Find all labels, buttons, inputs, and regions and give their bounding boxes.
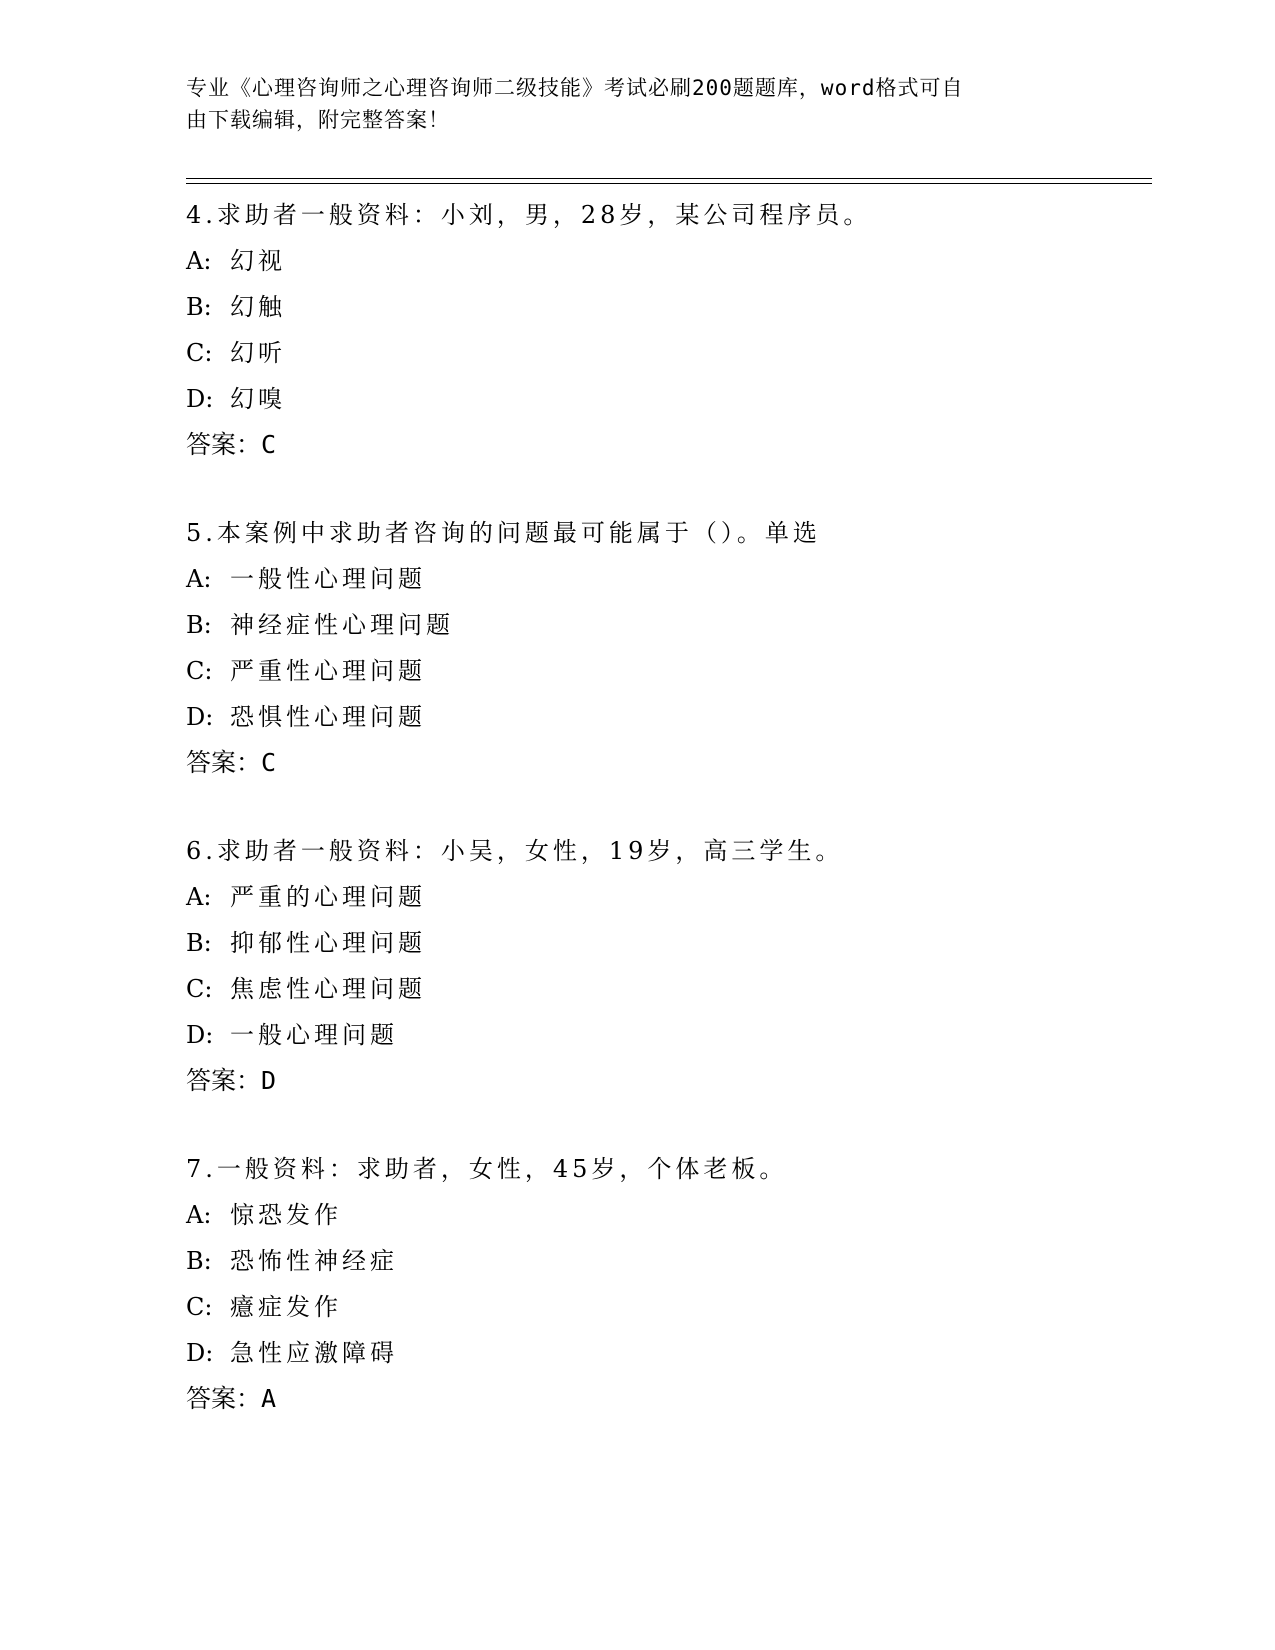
question-item [186,510,1146,786]
option-text: 幻嗅 [230,385,286,413]
option-key: A: [186,883,212,911]
answer-line: 答案：C [186,748,277,777]
option-text: 神经症性心理问题 [230,611,454,639]
option-key: D: [186,385,214,413]
question-list [186,192,1146,1464]
option-key: C: [186,975,213,1003]
option-key: C: [186,657,213,685]
option-a [186,556,1146,602]
option-text: 严重的心理问题 [230,883,426,911]
option-text: 急性应激障碍 [230,1339,398,1367]
header-line-2: 由下载编辑，附完整答案！ [186,108,450,132]
option-key: C: [186,1293,213,1321]
header-line-1: 专业《心理咨询师之心理咨询师二级技能》考试必刷200题题库，word格式可自 [186,76,964,100]
option-key: A: [186,247,212,275]
question-stem: 5.本案例中求助者咨询的问题最可能属于（）。单选 [186,519,821,547]
option-text: 恐怖性神经症 [230,1247,398,1275]
option-text: 一般性心理问题 [230,565,426,593]
answer-line: 答案：A [186,1384,277,1413]
option-text: 幻视 [230,247,286,275]
option-b [186,602,1146,648]
option-text: 幻听 [230,339,286,367]
option-text: 幻触 [230,293,286,321]
question-stem: 7.一般资料：求助者，女性，45岁，个体老板。 [186,1155,788,1183]
header-divider-bottom [186,183,1152,184]
option-text: 抑郁性心理问题 [230,929,426,957]
option-d [186,376,1146,422]
header-divider-top [186,178,1152,179]
option-key: D: [186,703,214,731]
option-text: 严重性心理问题 [230,657,426,685]
option-text: 一般心理问题 [230,1021,398,1049]
option-text: 癔症发作 [230,1293,342,1321]
question-item [186,192,1146,468]
option-key: D: [186,1339,214,1367]
option-key: B: [186,1247,212,1275]
option-key: D: [186,1021,214,1049]
question-item [186,1146,1146,1422]
answer-line: 答案：C [186,430,277,459]
answer-line: 答案：D [186,1066,277,1095]
option-d [186,1012,1146,1058]
option-key: B: [186,929,212,957]
option-a [186,1192,1146,1238]
option-b [186,1238,1146,1284]
option-text: 惊恐发作 [230,1201,342,1229]
option-key: B: [186,293,212,321]
option-d [186,694,1146,740]
question-stem: 6.求助者一般资料：小吴，女性，19岁，高三学生。 [186,837,844,865]
question-stem: 4.求助者一般资料：小刘，男，28岁，某公司程序员。 [186,201,872,229]
option-text: 焦虑性心理问题 [230,975,426,1003]
document-header [186,72,1066,136]
option-a [186,238,1146,284]
option-c [186,966,1146,1012]
option-key: A: [186,1201,212,1229]
option-c [186,648,1146,694]
question-item [186,828,1146,1104]
option-d [186,1330,1146,1376]
option-b [186,920,1146,966]
option-key: B: [186,611,212,639]
option-c [186,1284,1146,1330]
option-text: 恐惧性心理问题 [230,703,426,731]
option-key: C: [186,339,213,367]
option-c [186,330,1146,376]
option-key: A: [186,565,212,593]
option-a [186,874,1146,920]
option-b [186,284,1146,330]
